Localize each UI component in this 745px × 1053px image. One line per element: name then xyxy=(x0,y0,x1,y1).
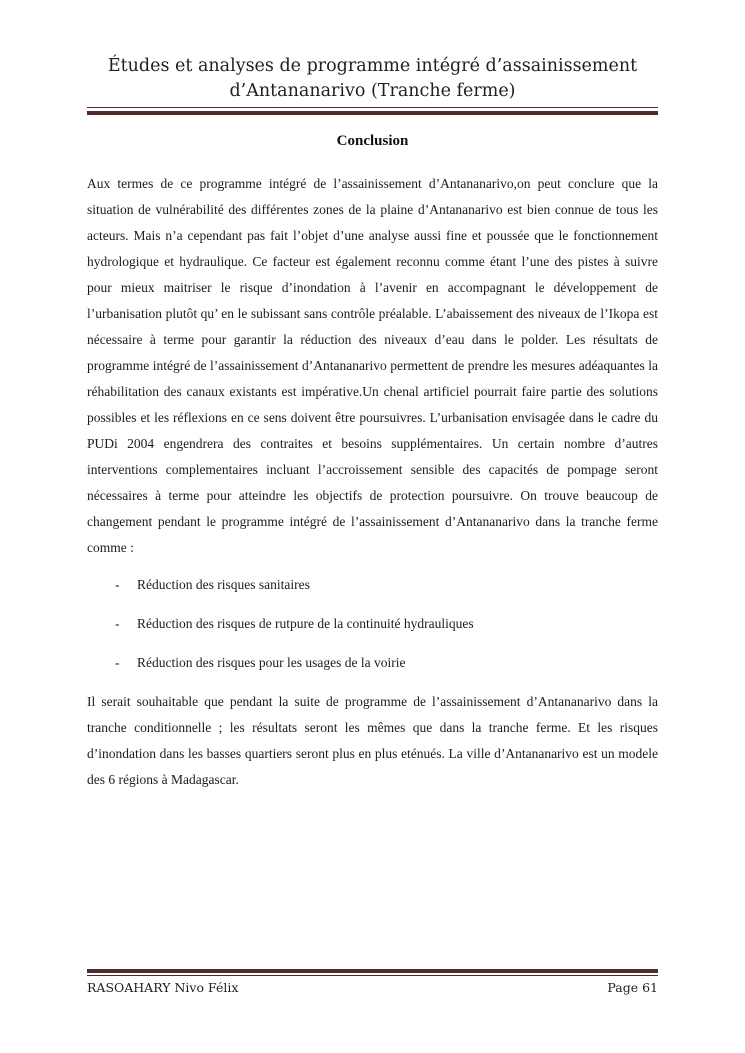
dash-bullet-icon: - xyxy=(115,655,120,670)
document-title-line2: d’Antananarivo (Tranche ferme) xyxy=(229,81,516,101)
list-item xyxy=(87,650,658,676)
footer-row xyxy=(87,980,658,995)
header-divider-rule xyxy=(87,107,658,115)
list-item-text: Réduction des risques sanitaires xyxy=(137,577,310,592)
list-item-text: Réduction des risques de rutpure de la continuité hydrauliques xyxy=(137,616,474,631)
risk-reduction-list xyxy=(87,572,658,676)
conclusion-paragraph-1: Aux termes de ce programme intégré de l’assainissement d’Antananarivo,on peut conclure que la situation de vulnérabilité des différentes zones de la plaine d’Antananarivo est bien connue de tous les acteurs. Mais n’a cependant pas fait l’objet d’une analyse aussi fine et poussée que le fonctionnement hydrologique et hydraulique. Ce facteur est également reconnu comme étant l’une des pistes à suivre pour mieux maitriser le risque d’inondation à l’avenir en accompagnant le développement de l’urbanisation plutôt qu’ en le subissant sans contrôle préalable. L’abaissement des niveaux de l’Ikopa est nécessaire à terme pour garantir la réduction des niveaux d’eau dans le polder. Les résultats de programme intégré de l’assainissement d’Antananarivo permettent de prendre les mesures adéaquantes la réhabilitation des canaux existants est impérative.Un chenal artificiel pourrait faire partie des solutions possibles et les réflexions en ce sens doivent être poursuivres. L’urbanisation envisagée dans le cadre du PUDi 2004 engendrera des contraites et besoins supplémentaires. Un certain nombre d’autres interventions complementaires incluant l’accroissement sensible des capacités de pompage seront nécessaires à terme pour atteindre les objectifs de protection poursuivre. On trouve beaucoup de changement pendant le programme intégré de l’assainissement d’Antananarivo dans la tranche ferme comme : xyxy=(87,176,658,555)
footer-page-number: Page 61 xyxy=(607,980,658,995)
list-item xyxy=(87,572,658,598)
list-item xyxy=(87,611,658,637)
page-footer xyxy=(87,969,658,995)
dash-bullet-icon: - xyxy=(115,616,120,631)
conclusion-paragraph-2: Il serait souhaitable que pendant la suite de programme de l’assainissement d’Antananarivo dans la tranche conditionnelle ; les résultats seront les mêmes que dans la tranche ferme. Et les risques d’inondation dans les basses quartiers seront plus en plus eténués. La ville d’Antananarivo est un modele des 6 régions à Madagascar. xyxy=(87,694,658,787)
footer-divider-rule xyxy=(87,969,658,976)
section-heading: Conclusion xyxy=(336,133,409,149)
page-content xyxy=(87,54,658,793)
dash-bullet-icon: - xyxy=(115,577,120,592)
document-title xyxy=(87,54,658,104)
list-item-text: Réduction des risques pour les usages de la voirie xyxy=(137,655,406,670)
footer-author: RASOAHARY Nivo Félix xyxy=(87,980,239,995)
document-title-line1: Études et analyses de programme intégré d’assainissement xyxy=(107,56,638,76)
